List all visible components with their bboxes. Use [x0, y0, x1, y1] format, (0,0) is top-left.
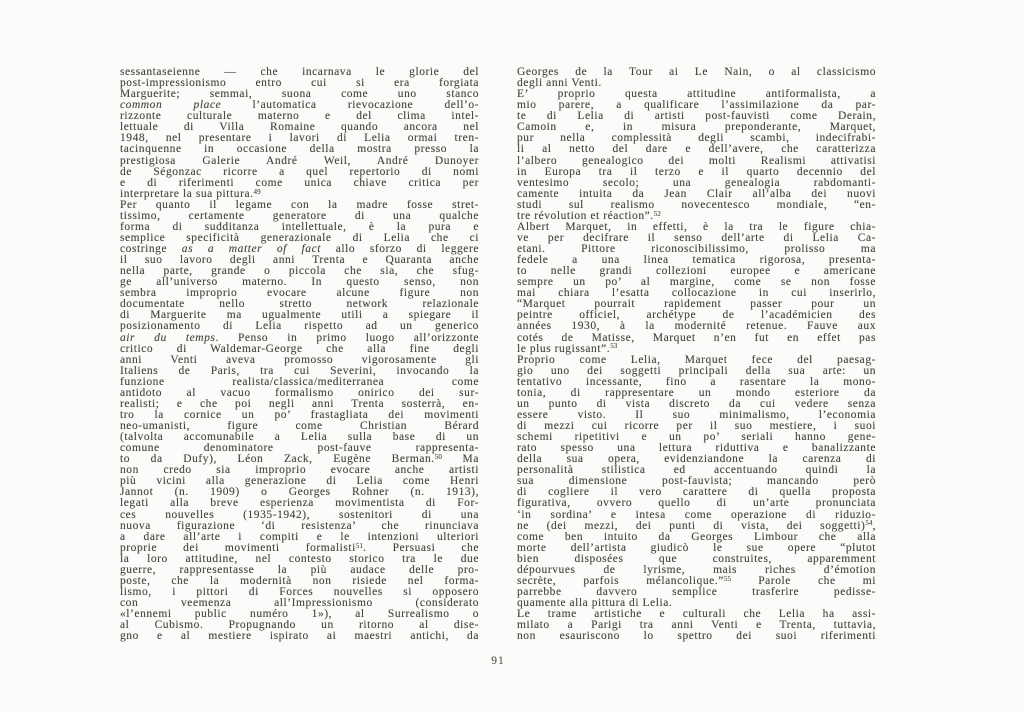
- text-run: non esauriscono lo spettro dei suoi riferimenti: [517, 630, 876, 643]
- text-run: l’automatica rievocazione dell’o-: [221, 99, 479, 112]
- text-run: tentativo incessante, fino a rasentare la mono-: [517, 375, 876, 388]
- text-run: années 1930, à la modernité retenue. Fauve aux: [517, 320, 876, 333]
- text-column-left: [120, 67, 479, 642]
- text-run: Italiens de Paris, tra cui Severini, invocando la: [120, 364, 479, 377]
- text-run: ‘in sordina’ e intesa come operazione di riduzio-: [517, 508, 876, 521]
- text-run: della sua opera, evidenziandone la carenza di: [517, 453, 876, 466]
- text-run: comune denominatore post-fauve rappresenta-: [120, 442, 479, 455]
- text-run: allo sforzo di leggere: [321, 243, 480, 255]
- footnote-reference: 49: [253, 187, 261, 196]
- text-run: air du temps: [120, 331, 216, 344]
- text-run: Marguerite; semmai, suona come uno stanco: [120, 88, 479, 101]
- text-run: etani. Pittore riconoscibilissimo, prolisso ma: [517, 243, 876, 255]
- text-run: milato a Parigi tra anni Venti e Trenta, tuttavia,: [517, 619, 876, 632]
- text-run: come ben intuito da Georges Limbour che alla: [517, 530, 876, 543]
- text-run: di mezzi cui ricorre per il suo mestiere, i suoi: [517, 420, 876, 432]
- text-run: interpretare la sua pittura.: [120, 187, 254, 200]
- text-run: sempre un po’ al margine, come se non fosse: [517, 276, 876, 289]
- text-run: ,: [872, 519, 876, 532]
- text-run: fedele a una linea tematica rigorosa, presenta-: [517, 254, 876, 267]
- text-run: mai chiara l’esatta collocazione in cui inserirlo,: [517, 287, 876, 300]
- text-run: un punto di vista discreto da cui vedere senza: [517, 397, 876, 410]
- text-run: di cogliere il vero carattere di quella proposta: [517, 486, 876, 499]
- text-run: tro la cornice un po’ frastagliata dei movimenti: [120, 408, 479, 421]
- text-run: antidoto al vacuo formalismo onirico dei sur-: [120, 386, 479, 399]
- text-run: de Ségonzac ricorre a quel repertorio di nomi: [120, 165, 479, 178]
- text-run: gno e al mestiere ispirato ai maestri antichi, da: [120, 630, 479, 643]
- text-run: to nelle grandi collezioni europee e americane: [517, 265, 876, 278]
- footnote-reference: 52: [653, 209, 661, 218]
- text-run: ventesimo secolo; una genealogia rabdomanti-: [517, 176, 876, 189]
- text-run: lismo, i pittori di Forces nouvelles si opposero: [120, 585, 479, 598]
- text-run: nuova figurazione ‘di resistenza’ che rinunciava: [120, 519, 479, 532]
- text-run: Albert Marquet, in effetti, è la tra le figure chia-: [517, 220, 876, 233]
- text-run: bien disposées que construites, apparemment: [517, 552, 876, 565]
- text-run: legati alla breve esperienza movimentista di For-: [120, 497, 479, 510]
- text-run: li al netto del dare e dell’avere, che caratterizza: [517, 143, 876, 156]
- text-run: poste, che la modernità non risiede nel forma-: [120, 574, 479, 587]
- text-run: as a matter of fact: [181, 243, 322, 255]
- text-run: tissimo, certamente generatore di una qualche: [120, 209, 479, 222]
- text-run: to da Dufy), Léon Zack, Eugène Berman.: [120, 453, 435, 466]
- footnote-reference: 50: [434, 453, 442, 461]
- footnote-reference: 53: [610, 342, 618, 351]
- text-run: studi sul realismo novecentesco mondiale, “en-: [517, 198, 876, 211]
- text-run: Georges de la Tour ai Le Nain, o al classicismo: [517, 66, 876, 78]
- text-run: di Marguerite ma ugualmente utili a spiegare il: [120, 309, 479, 322]
- footnote-reference: 55: [723, 574, 732, 583]
- text-run: neo-umanisti, figure come Christian Bérard: [120, 420, 479, 432]
- text-run: a dare all’arte i compiti e le intenzioni ulteriori: [120, 530, 479, 543]
- text-run: posizionamento di Lelia rispetto ad un generico: [120, 320, 479, 333]
- text-run: camente intuita da Jean Clair all’alba dei nuovi: [517, 187, 876, 200]
- text-run: con veemenza all’Impressionismo (considerato: [120, 597, 479, 609]
- text-run: Parole che mi: [731, 574, 876, 587]
- text-run: post-impressionismo entro cui si era forgiata: [120, 77, 479, 90]
- text-run: realisti; e che poi negli anni Trenta sosterrà, en-: [120, 397, 479, 410]
- text-run: common place: [120, 99, 222, 112]
- text-run: Per quanto il legame con la madre fosse stret-: [120, 198, 479, 211]
- text-run: lettuale di Villa Romaine quando ancora nel: [120, 121, 479, 134]
- text-run: le plus rugissant”.: [517, 342, 611, 355]
- text-run: mio parere, a qualificare l’assimilazione da par-: [517, 99, 876, 112]
- text-run: Jannot (n. 1909) o Georges Rohner (n. 1913),: [120, 486, 479, 499]
- text-run: 1948, nel presentare i lavori di Lelia ormai tren-: [120, 132, 479, 145]
- text-run: pur nella complessità degli scambi, indecifrabi-: [517, 132, 876, 145]
- text-run: (talvolta accomunabile a Lelia sulla base di un: [120, 431, 479, 444]
- text-run: sessantaseienne — che incarnava le glorie del: [120, 66, 479, 78]
- text-run: tonia, di rappresentare un mondo esteriore da: [517, 386, 876, 399]
- text-run: più vicini alla generazione di Lelia come Henri: [120, 475, 479, 488]
- text-run: ne (dei mezzi, dei punti di vista, dei soggetti): [517, 519, 866, 532]
- text-run: proprie dei movimenti formalisti: [120, 541, 356, 554]
- text-run: essere visto. Il suo minimalismo, l’economia: [517, 408, 876, 421]
- text-run: . Penso in primo luogo all’orizzonte: [215, 331, 479, 344]
- text-run: l’albero genealogico dei molti Realismi attivatisi: [517, 154, 876, 167]
- text-run: nella parte, grande o piccola che sia, che sfug-: [120, 265, 479, 278]
- text-run: gio uno dei soggetti principali della sua arte: un: [517, 364, 876, 377]
- text-run: cotés de Matisse, Marquet n’en fut en effet pas: [517, 331, 876, 344]
- text-run: rizzonte culturale materno e del clima intel-: [120, 110, 479, 123]
- text-run: forma di sudditanza intellettuale, è la pura e: [120, 220, 479, 233]
- footnote-reference: 51: [355, 541, 364, 550]
- text-run: e di riferimenti come unica chiave critica per: [120, 176, 479, 189]
- footnote-reference: 54: [865, 519, 873, 528]
- text-run: te di Lelia di artisti post-fauvisti come Derain,: [517, 110, 876, 123]
- text-run: Ma: [441, 453, 479, 466]
- text-run: prestigiosa Galerie André Weil, André Dunoyer: [120, 154, 479, 167]
- text-run: figurativa, ovvero quello di un’arte pronunciata: [517, 497, 876, 510]
- page-number: 91: [491, 655, 505, 667]
- text-run: peintre officiel, archétype de l’académicien des: [517, 309, 876, 322]
- text-run: personalità stilistica ed accentuando quindi la: [517, 464, 876, 477]
- text-run: sua dimensione post-fauvista; mancando però: [517, 475, 876, 488]
- text-run: al Cubismo. Propugnando un ritorno al dise-: [120, 619, 479, 632]
- text-run: rato spesso una lettura riduttiva e banalizzante: [517, 442, 876, 455]
- text-run: documentate nello stretto network relazionale: [120, 298, 479, 311]
- text-run: in Europa tra il terzo e il quarto decennio del: [517, 165, 876, 178]
- text-run: funzione realista/classica/mediterranea come: [120, 375, 479, 388]
- text-run: E’ proprio questa attitudine antiformalista, a: [517, 88, 876, 101]
- text-run: Le trame artistiche e culturali che Lelia ha assi-: [517, 608, 876, 621]
- text-column-right: [517, 67, 876, 642]
- text-run: “Marquet pourrait rapidement passer pour un: [517, 298, 876, 311]
- text-run: Proprio come Lelia, Marquet fece del paesag-: [517, 353, 876, 366]
- text-run: semplice specificità generazionale di Lelia che ci: [120, 231, 479, 244]
- text-run: morte dell’artista giudicò le sue opere “plutot: [517, 541, 876, 554]
- text-run: il suo lavoro degli anni Trenta e Quaranta anche: [120, 254, 479, 267]
- text-run: guerre, rappresentasse la più audace delle pro-: [120, 563, 479, 576]
- text-run: sembra improprio evocare alcune figure non: [120, 287, 479, 300]
- text-run: schemi ripetitivi e un po’ seriali hanno gene-: [517, 431, 876, 444]
- text-run: tacinquenne in occasione della mostra presso la: [120, 143, 479, 156]
- text-line: [120, 631, 479, 642]
- text-run: degli anni Venti.: [517, 77, 602, 90]
- text-run: dépourvues de lyrisme, mais riches d’émotion: [517, 563, 876, 576]
- text-line: [517, 631, 876, 642]
- text-run: Camoin e, in misura preponderante, Marquet,: [517, 121, 876, 134]
- text-run: quamente alla pittura di Lelia.: [517, 597, 673, 609]
- text-run: costringe: [120, 243, 182, 255]
- text-run: anni Venti aveva promosso vigorosamente gli: [120, 353, 479, 366]
- text-run: critico di Waldemar-George che alla fine degli: [120, 342, 479, 355]
- text-run: tre révolution et réaction”.: [517, 209, 654, 222]
- text-run: secrète, parfois mélancolique.”: [517, 574, 724, 587]
- text-run: non credo sia improprio evocare anche artisti: [120, 464, 479, 477]
- text-run: . Persuasi che: [363, 541, 479, 554]
- text-run: parrebbe davvero semplice trasferire pedisse-: [517, 585, 876, 598]
- text-run: ge all’universo materno. In questo senso, non: [120, 276, 479, 289]
- text-run: ve per decifrare il senso dell’arte di Lelia Ca-: [517, 231, 876, 244]
- text-run: la loro attitudine, nel contesto storico tra le due: [120, 552, 479, 565]
- text-run: ces nouvelles (1935-1942), sostenitori di una: [120, 508, 479, 521]
- text-run: «l’ennemi public numéro 1»), al Surrealismo o: [120, 608, 479, 621]
